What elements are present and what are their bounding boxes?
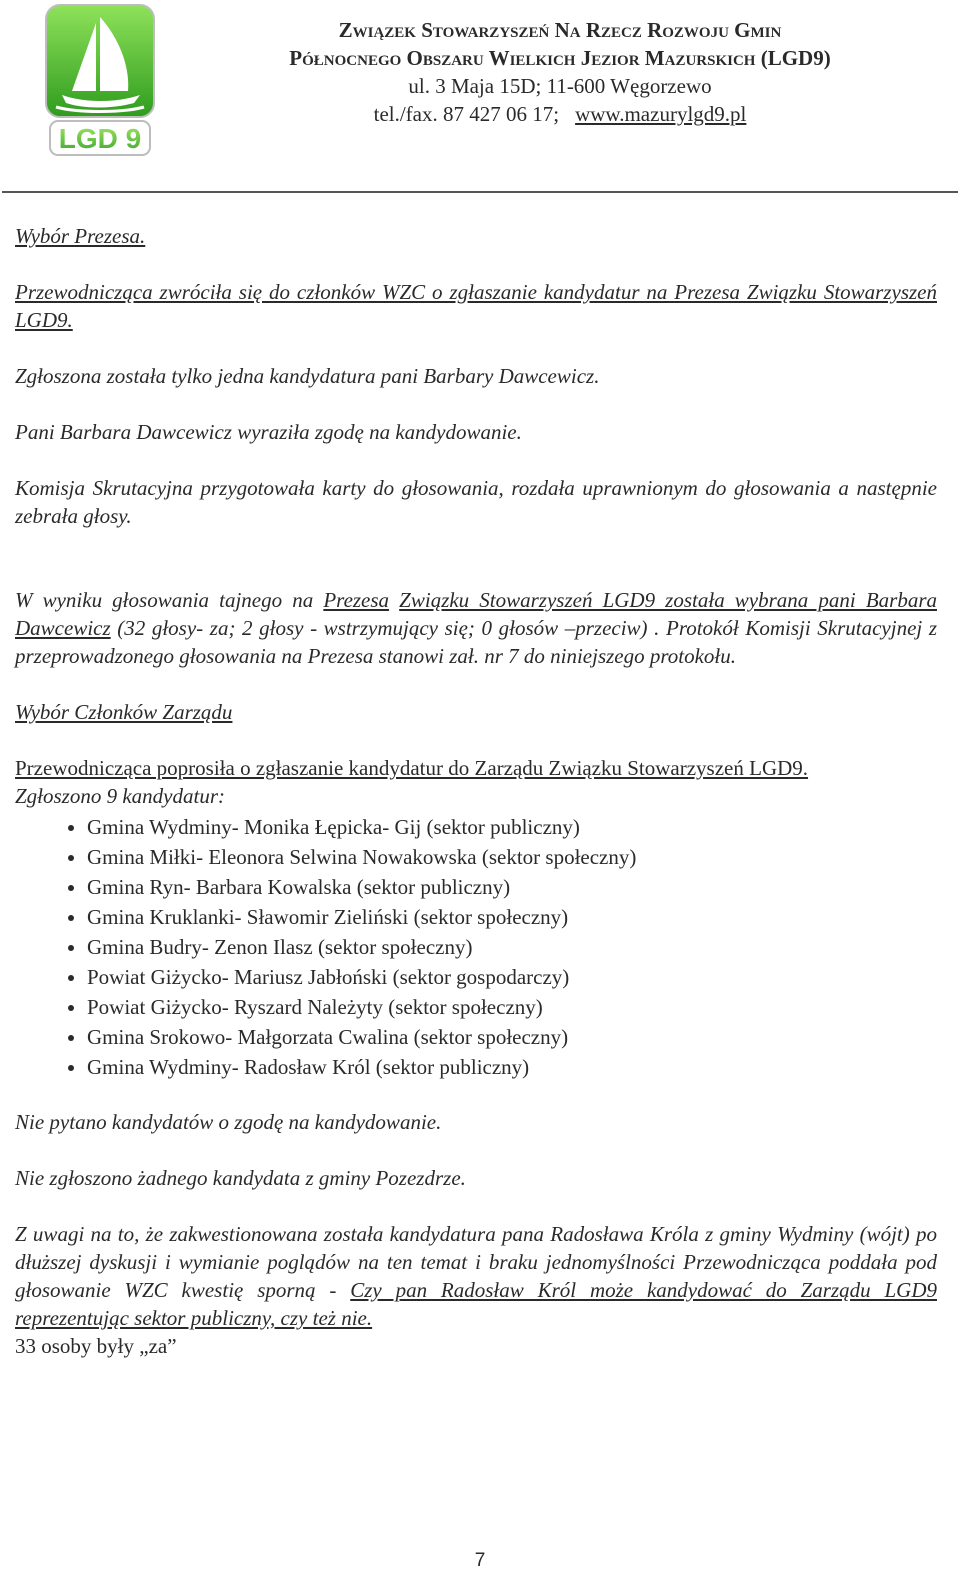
page-number: 7 (474, 1550, 486, 1571)
paragraph-call-for-candidates: Przewodnicząca zwróciła się do członków WZC o zgłaszanie kandydatur na Prezesa Związku Stowarzyszeń LGD9. (15, 280, 937, 332)
document-body (15, 222, 937, 1360)
organization-name-line1: Związek Stowarzyszeń Na Rzecz Rozwoju Gmin (338, 18, 782, 42)
contact-line (180, 100, 940, 128)
paragraph-candidate-count: Zgłoszono 9 kandydatur: (15, 784, 225, 808)
disputed-question: Czy pan Radosław Król może kandydować do Zarządu LGD9 reprezentując sektor publiczny, czy też nie. (15, 1278, 937, 1330)
paragraph-vote-count: 33 osoby były „za” (15, 1334, 177, 1358)
result-text-a: W wyniku głosowania tajnego na (15, 588, 324, 612)
result-text-votes: (32 głosy- za; 2 głosy - wstrzymujący się; 0 głosów –przeciw) . Protokół Komisji Skrutacyjnej z przeprowadzonego głosowania na Prezesa stanowi zał. nr 7 do niniejszego protokołu. (15, 616, 937, 668)
paragraph-no-pozezdrze: Nie zgłoszono żadnego kandydata z gminy Pozezdrze. (15, 1166, 466, 1190)
paragraph-single-candidate: Zgłoszona została tylko jedna kandydatura pani Barbary Dawcewicz. (15, 364, 600, 388)
paragraph-no-consent-asked: Nie pytano kandydatów o zgodę na kandydowanie. (15, 1110, 442, 1134)
paragraph-disputed-candidacy (15, 1220, 937, 1332)
list-item: • Gmina Srokowo- Małgorzata Cwalina (sektor społeczny) (87, 1022, 937, 1052)
organization-name-line2: Północnego Obszaru Wielkich Jezior Mazurskich (LGD9) (289, 46, 831, 70)
paragraph-election-result (15, 586, 937, 670)
list-item: • Gmina Kruklanki- Sławomir Zieliński (sektor społeczny) (87, 902, 937, 932)
list-item: • Gmina Wydminy- Monika Łępicka- Gij (sektor publiczny) (87, 812, 937, 842)
phone-fax: tel./fax. 87 427 06 17; (373, 102, 560, 126)
document-header (180, 16, 940, 128)
organization-address: ul. 3 Maja 15D; 11-600 Węgorzewo (408, 74, 712, 98)
logo-text: LGD 9 (58, 123, 142, 154)
section-title-president: Wybór Prezesa. (15, 224, 146, 248)
result-text-elected: Związku Stowarzyszeń LGD9 została wybrana pani Barbara Dawcewicz (15, 588, 938, 640)
website-link[interactable]: www.mazurylgd9.pl (575, 102, 747, 126)
list-item: • Gmina Ryn- Barbara Kowalska (sektor publiczny) (87, 872, 937, 902)
list-item: • Powiat Giżycko- Mariusz Jabłoński (sektor gospodarczy) (87, 962, 937, 992)
list-item: • Powiat Giżycko- Ryszard Należyty (sektor społeczny) (87, 992, 937, 1022)
lgd9-logo (44, 3, 156, 158)
list-item: • Gmina Miłki- Eleonora Selwina Nowakowska (sektor społeczny) (87, 842, 937, 872)
list-item: • Gmina Wydminy- Radosław Król (sektor publiczny) (87, 1052, 937, 1082)
paragraph-board-call: Przewodnicząca poprosiła o zgłaszanie kandydatur do Zarządu Związku Stowarzyszeń LGD9. (15, 756, 809, 780)
result-text-president: Prezesa (323, 588, 390, 612)
paragraph-consent: Pani Barbara Dawcewicz wyraziła zgodę na kandydowanie. (15, 420, 522, 444)
candidate-list (15, 812, 937, 1082)
disputed-text: Z uwagi na to, że zakwestionowana została kandydatura pana Radosława Króla z gminy Wydminy (wójt) po dłuższej dyskusji i wymianie poglądów na ten temat i braku jednomyślności Przewodnicząca poddała pod głosowanie WZC kwestię sporną - (15, 1222, 937, 1302)
result-text-space (389, 588, 399, 612)
paragraph-ballot-commission: Komisja Skrutacyjna przygotowała karty do głosowania, rozdała uprawnionym do głosowania a następnie zebrała głosy. (15, 476, 937, 528)
section-title-board: Wybór Członków Zarządu (15, 700, 233, 724)
header-divider (2, 191, 958, 193)
list-item: • Gmina Budry- Zenon Ilasz (sektor społeczny) (87, 932, 937, 962)
